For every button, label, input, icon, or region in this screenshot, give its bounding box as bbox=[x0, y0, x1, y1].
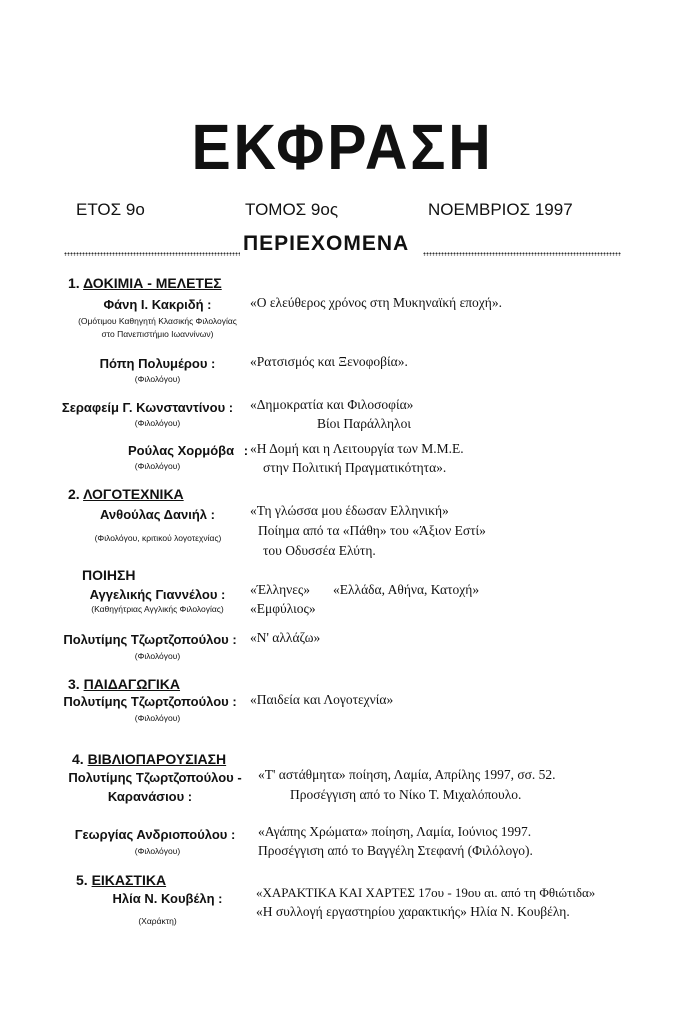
left-dotted-rule bbox=[64, 252, 240, 256]
entry-work: «Ελλάδα, Αθήνα, Κατοχή» bbox=[333, 582, 480, 597]
issue-volume: ΤΟΜΟΣ 9ος bbox=[245, 200, 339, 219]
entry-work: «Ρατσισμός και Ξενοφοβία». bbox=[250, 354, 408, 369]
entry-work: Προσέγγιση από το Βαγγέλη Στεφανή (Φιλόλογο). bbox=[258, 843, 533, 858]
entry-work: Προσέγγιση από το Νίκο Τ. Μιχαλόπουλο. bbox=[290, 787, 522, 802]
entry-work: Βίοι Παράλληλοι bbox=[317, 416, 411, 431]
entry-work: «Τ' αστάθμητα» ποίηση, Λαμία, Απρίλης 1997, σσ. 52. bbox=[258, 767, 556, 782]
entry-affiliation: (Φιλολόγου) bbox=[134, 846, 181, 856]
entry-author: Αγγελικής Γιαννέλου : bbox=[89, 587, 226, 602]
entry-work: «Παιδεία και Λογοτεχνία» bbox=[250, 692, 394, 707]
entry-author: Πολυτίμης Τζωρτζοπούλου : bbox=[63, 694, 237, 709]
entry-author: Σεραφείμ Γ. Κωνσταντίνου : bbox=[61, 400, 234, 415]
entry-affiliation: (Φιλολόγου) bbox=[134, 713, 181, 723]
contents-heading: ΠΕΡΙΕΧΟΜΕΝΑ bbox=[243, 232, 410, 255]
entry-affiliation: (Καθηγήτριας Αγγλικής Φιλολογίας) bbox=[91, 604, 224, 614]
issue-date: ΝΟΕΜΒΡΙΟΣ 1997 bbox=[428, 200, 573, 219]
entry-affiliation: (Ομότιμου Καθηγητή Κλασικής Φιλολογίας bbox=[78, 316, 237, 326]
entry-work: «Έλληνες» bbox=[250, 582, 311, 597]
issue-year: ΕΤΟΣ 9ο bbox=[76, 200, 145, 219]
entry-affiliation: (Χαράκτη) bbox=[138, 916, 177, 926]
entry-author: Ανθούλας Δανιήλ : bbox=[100, 507, 215, 522]
entry-author: Πολυτίμης Τζωρτζοπούλου - bbox=[68, 770, 242, 785]
section-5-heading: 5. ΕΙΚΑΣΤΙΚΑ bbox=[76, 872, 167, 888]
section-4-heading: 4. ΒΙΒΛΙΟΠΑΡΟΥΣΙΑΣΗ bbox=[72, 751, 227, 767]
entry-work: «Ν' αλλάζω» bbox=[250, 630, 321, 645]
entry-affiliation: (Φιλολόγου, κριτικού λογοτεχνίας) bbox=[94, 533, 222, 543]
entry-work: «ΧΑΡΑΚΤΙΚΑ ΚΑΙ ΧΑΡΤΕΣ 17ου - 19ου αι. από τη Φθιώτιδα» bbox=[256, 885, 596, 900]
right-dotted-rule bbox=[423, 252, 621, 256]
entry-affiliation: (Φιλολόγου) bbox=[134, 651, 181, 661]
poetry-subheading: ΠΟΙΗΣΗ bbox=[82, 567, 136, 583]
journal-title: ΕΚΦΡΑΣΗ bbox=[191, 111, 494, 183]
entry-work: «Η συλλογή εργαστηρίου χαρακτικής» Ηλία Ν. Κουβέλη. bbox=[256, 904, 570, 919]
entry-author: Ηλία Ν. Κουβέλη : bbox=[112, 891, 223, 906]
entry-work: «Δημοκρατία και Φιλοσοφία» bbox=[250, 397, 414, 412]
section-3-heading: 3. ΠΑΙΔΑΓΩΓΙΚΑ bbox=[68, 676, 181, 692]
entry-work: στην Πολιτική Πραγματικότητα». bbox=[263, 460, 447, 475]
entry-author: Πόπη Πολυμέρου : bbox=[99, 356, 216, 371]
entry-work: του Οδυσσέα Ελύτη. bbox=[263, 543, 376, 558]
entry-work: «Αγάπης Χρώματα» ποίηση, Λαμία, Ιούνιος 1997. bbox=[258, 824, 532, 839]
entry-author: Πολυτίμης Τζωρτζοπούλου : bbox=[63, 632, 237, 647]
entry-affiliation: (Φιλολόγου) bbox=[134, 461, 181, 471]
entry-work: Ποίημα από τα «Πάθη» του «Άξιον Εστί» bbox=[258, 523, 486, 538]
entry-work: «Ο ελεύθερος χρόνος στη Μυκηναϊκή εποχή». bbox=[250, 295, 502, 310]
entry-affiliation: (Φιλολόγου) bbox=[134, 418, 181, 428]
entry-author: Ρούλας Χορμόβα : bbox=[128, 443, 249, 458]
entry-work: «Τη γλώσσα μου έδωσαν Ελληνική» bbox=[250, 503, 449, 518]
section-2-heading: 2. ΛΟΓΟΤΕΧΝΙΚΑ bbox=[68, 486, 184, 502]
section-1-heading: 1. ΔΟΚΙΜΙΑ - ΜΕΛΕΤΕΣ bbox=[68, 275, 222, 291]
entry-author: Γεωργίας Ανδριοπούλου : bbox=[74, 827, 236, 842]
entry-author: Καρανάσιου : bbox=[107, 789, 193, 804]
entry-work: «Εμφύλιος» bbox=[250, 601, 316, 616]
entry-affiliation: στο Πανεπιστήμιο Ιωαννίνων) bbox=[101, 329, 214, 339]
contents-heading-row bbox=[0, 232, 685, 262]
entry-affiliation: (Φιλολόγου) bbox=[134, 374, 181, 384]
entry-author: Φάνη Ι. Κακριδή : bbox=[103, 297, 212, 312]
entry-work: «Η Δομή και η Λειτουργία των Μ.Μ.Ε. bbox=[250, 441, 464, 456]
